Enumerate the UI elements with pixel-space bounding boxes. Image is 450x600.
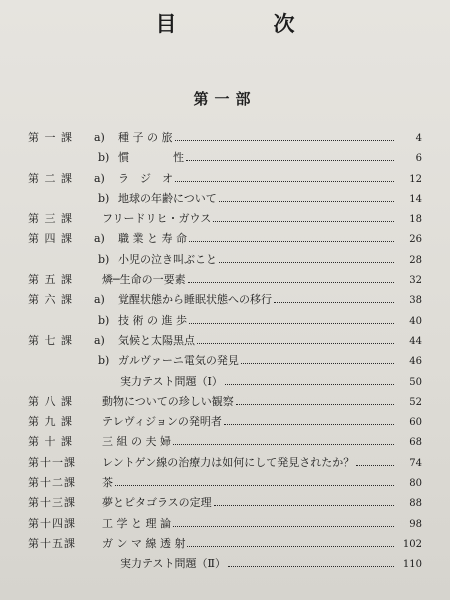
- toc-entry: [102, 493, 422, 514]
- entry-title: テレヴィジョンの発明者: [102, 415, 222, 429]
- toc-row: [28, 432, 422, 452]
- toc-entry: [118, 351, 422, 372]
- entry-title: 夢とピタゴラスの定理: [102, 496, 212, 510]
- lesson-number: 第 七 課: [28, 333, 73, 347]
- leader-dots: [219, 201, 394, 202]
- toc-entry: [118, 331, 422, 352]
- leader-dots: [189, 241, 394, 242]
- entry-title: 三 組 の 夫 婦: [102, 435, 171, 449]
- toc-entry: [118, 169, 422, 190]
- toc-row: [28, 148, 422, 168]
- sub-marker: a): [94, 333, 105, 347]
- page-number: 110: [402, 559, 422, 571]
- toc-entry: [102, 514, 422, 535]
- leader-dots: [224, 424, 394, 425]
- lesson-number: 第 五 課: [28, 273, 73, 287]
- toc-row: [28, 270, 422, 290]
- leader-dots: [236, 404, 394, 405]
- toc-row: [28, 453, 422, 473]
- lesson-number: 第 一 課: [28, 131, 73, 144]
- page-number: 28: [409, 254, 422, 266]
- entry-title: 慣 性: [118, 151, 184, 165]
- toc-entry: [102, 534, 422, 555]
- leader-dots: [188, 282, 394, 283]
- entry-title: 工 学 と 理 論: [102, 516, 171, 530]
- toc-row: [28, 169, 422, 189]
- toc-row: [28, 473, 422, 493]
- leader-dots: [186, 160, 394, 161]
- toc-entry: [120, 372, 422, 393]
- toc-row: [28, 493, 422, 513]
- page-number: 38: [409, 295, 422, 307]
- lesson-number: 第十二課: [28, 476, 76, 490]
- entry-title: 実力テスト問題（Ⅰ）: [120, 374, 223, 388]
- lesson-number: 第十三課: [28, 496, 76, 510]
- leader-dots: [173, 444, 394, 445]
- page-number: 44: [409, 335, 422, 347]
- toc-row: [28, 229, 422, 249]
- leader-dots: [197, 343, 394, 344]
- entry-title: ガルヴァーニ電気の発見: [118, 354, 239, 368]
- toc-entry: [102, 392, 422, 413]
- lesson-number: 第 四 課: [28, 232, 73, 246]
- leader-dots: [219, 262, 394, 263]
- toc-row: [28, 209, 422, 229]
- table-of-contents: [28, 128, 422, 575]
- page-number: 14: [409, 193, 422, 205]
- toc-entry: [118, 290, 422, 311]
- page-number: 60: [409, 417, 422, 429]
- leader-dots: [173, 526, 394, 527]
- toc-entry: [118, 229, 422, 250]
- entry-title: 燐─生命の一要素: [102, 273, 186, 287]
- entry-title: レントゲン線の治療力は如何にして発見されたか？: [102, 455, 355, 469]
- toc-row: [28, 554, 422, 574]
- entry-title: ラ ジ オ: [118, 171, 173, 185]
- toc-entry: [102, 209, 422, 230]
- sub-marker: b): [98, 151, 110, 165]
- entry-title: 茶: [102, 476, 113, 490]
- toc-row: [28, 514, 422, 534]
- toc-row: [28, 412, 422, 432]
- toc-entry: [118, 148, 422, 169]
- toc-entry: [118, 189, 422, 210]
- toc-entry: [118, 311, 422, 332]
- leader-dots: [115, 485, 394, 486]
- sub-marker: b): [98, 354, 110, 368]
- toc-row: [28, 311, 422, 331]
- toc-row: [28, 250, 422, 270]
- lesson-number: 第十五課: [28, 536, 76, 550]
- page-number: 40: [409, 315, 422, 327]
- page-number: 18: [409, 214, 422, 226]
- toc-entry: [118, 128, 422, 149]
- toc-row: [28, 372, 422, 392]
- page-number: 4: [415, 133, 422, 144]
- page-number: 12: [409, 173, 422, 185]
- toc-row: [28, 534, 422, 554]
- leader-dots: [213, 221, 394, 222]
- toc-entry: [102, 453, 422, 474]
- toc-entry: [102, 432, 422, 453]
- sub-marker: a): [94, 232, 105, 246]
- entry-title: フリードリヒ・ガウス: [102, 212, 212, 226]
- page-title: 目 次: [155, 11, 333, 36]
- part-heading: 第一部: [193, 90, 257, 108]
- sub-marker: b): [98, 191, 110, 205]
- page-number: 98: [409, 518, 422, 530]
- sub-marker: a): [94, 131, 105, 144]
- lesson-number: 第 八 課: [28, 394, 73, 408]
- sub-marker: b): [98, 252, 110, 266]
- leader-dots: [225, 384, 394, 385]
- toc-entry: [120, 554, 422, 575]
- lesson-number: 第 九 課: [28, 415, 73, 429]
- toc-row: [28, 351, 422, 371]
- sub-marker: a): [94, 171, 105, 185]
- page-number: 88: [409, 498, 422, 510]
- entry-title: 動物についての珍しい観察: [102, 394, 234, 408]
- sub-marker: b): [98, 313, 110, 327]
- leader-dots: [187, 546, 394, 547]
- lesson-number: 第十四課: [28, 516, 76, 530]
- leader-dots: [356, 465, 394, 466]
- entry-title: 覚醒状態から睡眠状態への移行: [118, 293, 272, 307]
- leader-dots: [228, 566, 394, 567]
- page-number: 102: [402, 538, 422, 550]
- page-number: 52: [409, 396, 422, 408]
- entry-title: 種 子 の 旅: [118, 131, 173, 144]
- page-number: 68: [409, 437, 422, 449]
- leader-dots: [274, 302, 394, 303]
- toc-row: [28, 128, 422, 148]
- entry-title: 技 術 の 進 歩: [118, 313, 187, 327]
- entry-title: 小児の泣き叫ぶこと: [118, 252, 217, 266]
- leader-dots: [175, 181, 394, 182]
- leader-dots: [214, 505, 394, 506]
- toc-entry: [102, 412, 422, 433]
- lesson-number: 第 三 課: [28, 212, 73, 226]
- page-number: 26: [409, 234, 422, 246]
- toc-entry: [102, 473, 422, 494]
- toc-row: [28, 392, 422, 412]
- page-number: 46: [409, 356, 422, 368]
- lesson-number: 第 二 課: [28, 171, 73, 185]
- page-number: 50: [409, 376, 422, 388]
- page-number: 80: [409, 478, 422, 490]
- sub-marker: a): [94, 293, 105, 307]
- entry-title: 地球の年齢について: [118, 191, 217, 205]
- toc-row: [28, 290, 422, 310]
- toc-row: [28, 189, 422, 209]
- lesson-number: 第 六 課: [28, 293, 73, 307]
- entry-title: 職 業 と 寿 命: [118, 232, 187, 246]
- toc-entry: [118, 250, 422, 271]
- entry-title: ガ ン マ 線 透 射: [102, 536, 186, 550]
- page-number: 6: [415, 153, 422, 165]
- leader-dots: [189, 323, 394, 324]
- lesson-number: 第 十 課: [28, 435, 73, 449]
- toc-entry: [102, 270, 422, 291]
- leader-dots: [175, 140, 395, 141]
- lesson-number: 第十一課: [28, 455, 76, 469]
- page-number: 32: [409, 275, 422, 287]
- toc-row: [28, 331, 422, 351]
- entry-title: 気候と太陽黒点: [118, 333, 195, 347]
- leader-dots: [241, 363, 394, 364]
- entry-title: 実力テスト問題（Ⅱ）: [120, 557, 227, 571]
- page-number: 74: [409, 457, 422, 469]
